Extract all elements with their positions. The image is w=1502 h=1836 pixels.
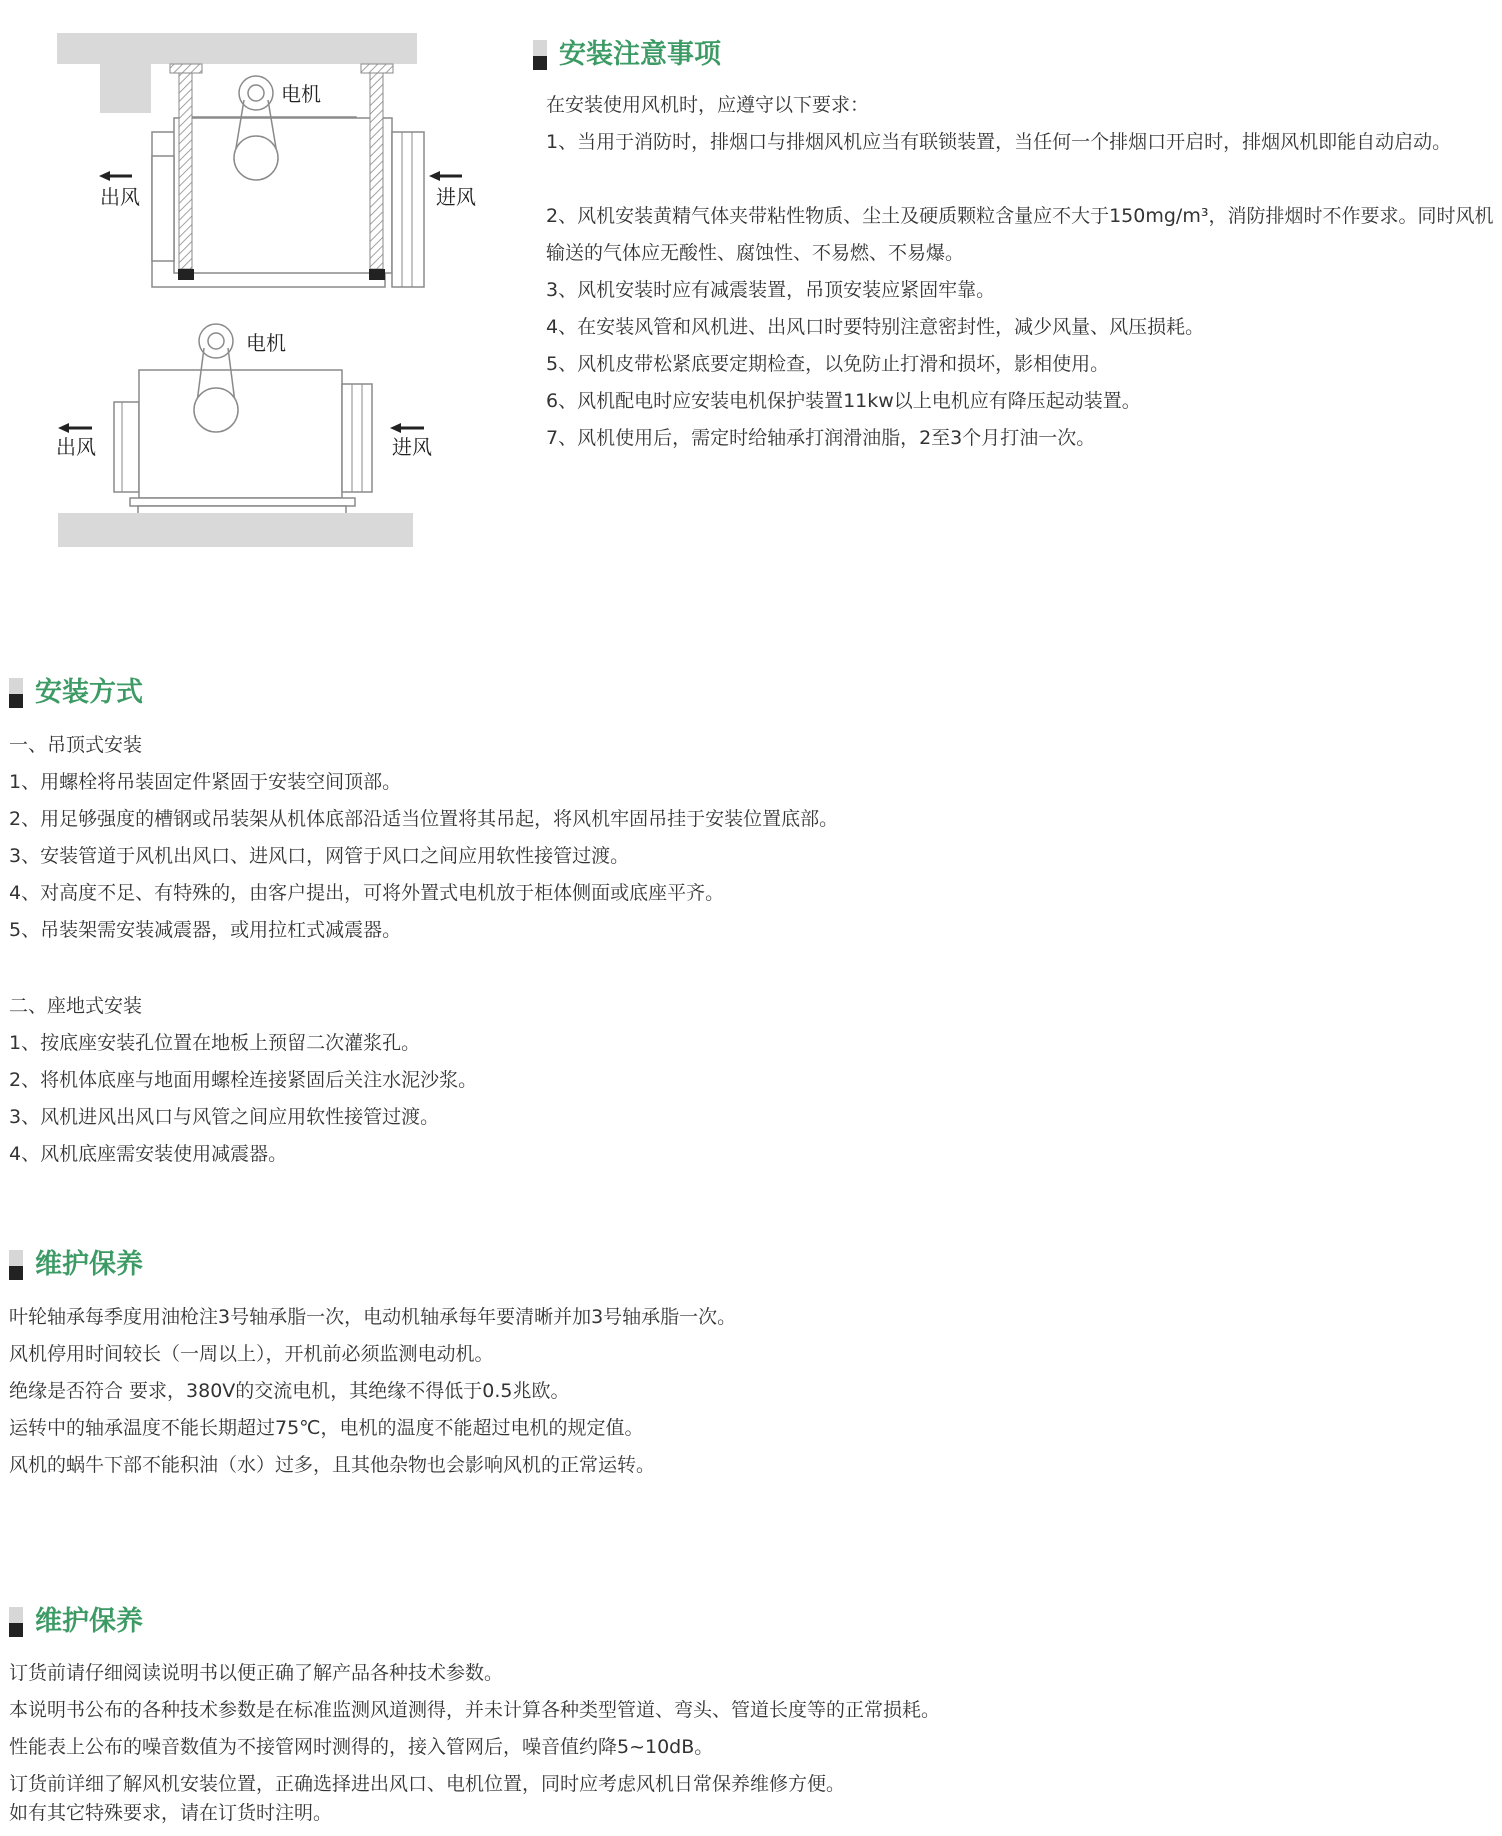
precaution-item: 5、风机皮带松紧底要定期检查，以免防止打滑和损坏，影相使用。 <box>546 353 1110 375</box>
precaution-item: 3、风机安装时应有减震装置，吊顶安装应紧固牢靠。 <box>546 279 996 301</box>
install-step: 4、对高度不足、有特殊的，由客户提出，可将外置式电机放于柜体侧面或底座平齐。 <box>9 882 725 904</box>
section-title: 维护保养 <box>35 1249 143 1280</box>
motor-label-bottom: 电机 <box>246 331 286 355</box>
outlet-label-bottom: 出风 <box>56 435 96 459</box>
precaution-item: 4、在安装风管和风机进、出风口时要特别注意密封性，减少风量、风压损耗。 <box>546 316 1205 338</box>
ordering-item: 性能表上公布的噪音数值为不接管网时测得的，接入管网后，噪音值约降5~10dB。 <box>9 1736 714 1758</box>
precaution-item: 6、风机配电时应安装电机保护装置11kw以上电机应有降压起动装置。 <box>546 390 1141 412</box>
install-step: 2、用足够强度的槽钢或吊装架从机体底部沿适当位置将其吊起，将风机牢固吊挂于安装位置底部。 <box>9 808 839 830</box>
maintenance-item: 风机停用时间较长（一周以上），开机前必须监测电动机。 <box>9 1343 494 1365</box>
install-step: 1、按底座安装孔位置在地板上预留二次灌浆孔。 <box>9 1032 421 1054</box>
maintenance-item: 风机的蜗牛下部不能积油（水）过多，且其他杂物也会影响风机的正常运转。 <box>9 1454 656 1476</box>
floor-slab <box>58 513 413 547</box>
precaution-item: 2、风机安装黄精气体夹带粘性物质、尘土及硬质颗粒含量应不大于150mg/m³，消防排烟时不作要求。同时风机输送的气体应无酸性、腐蚀性、不易燃、不易爆。 <box>546 205 1494 264</box>
section-title: 安装注意事项 <box>559 39 721 70</box>
heading-marker-icon <box>9 1607 23 1637</box>
section-heading-maintenance <box>9 1240 143 1280</box>
section-heading-precautions <box>533 30 721 70</box>
install-step: 4、风机底座需安装使用减震器。 <box>9 1143 288 1165</box>
inlet-label-bottom: 进风 <box>392 435 432 459</box>
fan-installation-diagram <box>0 0 520 560</box>
install-step: 3、风机进风出风口与风管之间应用软性接管过渡。 <box>9 1106 440 1128</box>
precaution-item: 7、风机使用后，需定时给轴承打润滑油脂，2至3个月打油一次。 <box>546 427 1096 449</box>
maintenance-item: 绝缘是否符合 要求，380V的交流电机，其绝缘不得低于0.5兆欧。 <box>9 1380 570 1402</box>
section-heading-ordering <box>9 1597 143 1637</box>
section-heading-installation <box>9 668 143 708</box>
heading-marker-icon <box>533 40 547 70</box>
subsection-heading-ceiling: 一、吊顶式安装 <box>9 734 143 756</box>
section-title: 维护保养 <box>35 1606 143 1637</box>
install-step: 2、将机体底座与地面用螺栓连接紧固后关注水泥沙浆。 <box>9 1069 478 1091</box>
install-step: 5、吊装架需安装减震器，或用拉杠式减震器。 <box>9 919 402 941</box>
floor-mounted-fan <box>58 324 424 515</box>
inlet-label-top: 进风 <box>436 185 476 209</box>
precautions-intro: 在安装使用风机时，应遵守以下要求： <box>546 94 870 116</box>
maintenance-item: 叶轮轴承每季度用油枪注3号轴承脂一次，电动机轴承每年要清晰并加3号轴承脂一次。 <box>9 1306 737 1328</box>
section-title: 安装方式 <box>35 677 143 708</box>
ordering-item: 订货前请仔细阅读说明书以便正确了解产品各种技术参数。 <box>9 1662 504 1684</box>
ordering-item: 如有其它特殊要求，请在订货时注明。 <box>9 1802 333 1824</box>
precaution-item: 1、当用于消防时，排烟口与排烟风机应当有联锁装置，当任何一个排烟口开启时，排烟风机即能自动启动。 <box>546 131 1452 153</box>
maintenance-item: 运转中的轴承温度不能长期超过75℃，电机的温度不能超过电机的规定值。 <box>9 1417 644 1439</box>
motor-label-top: 电机 <box>281 82 321 106</box>
subsection-heading-floor: 二、座地式安装 <box>9 995 143 1017</box>
heading-marker-icon <box>9 678 23 708</box>
install-step: 3、安装管道于风机出风口、进风口，网管于风口之间应用软性接管过渡。 <box>9 845 630 867</box>
heading-marker-icon <box>9 1250 23 1280</box>
ordering-item: 订货前详细了解风机安装位置，正确选择进出风口、电机位置，同时应考虑风机日常保养维修方便。 <box>9 1773 846 1795</box>
install-step: 1、用螺栓将吊装固定件紧固于安装空间顶部。 <box>9 771 402 793</box>
outlet-label-top: 出风 <box>100 185 140 209</box>
ordering-item: 本说明书公布的各种技术参数是在标准监测风道测得，并未计算各种类型管道、弯头、管道长度等的正常损耗。 <box>9 1699 941 1721</box>
